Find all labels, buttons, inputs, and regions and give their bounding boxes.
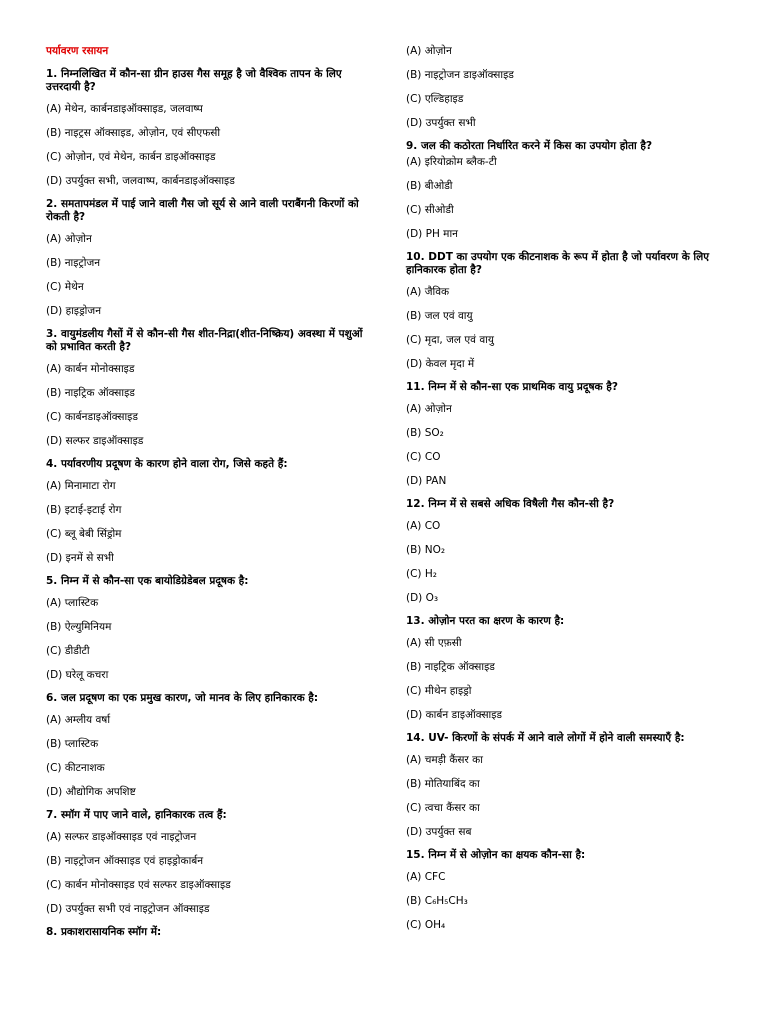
question-number: 6. [46,692,58,704]
answer-option: (A) मिनामाटा रोग [46,480,116,492]
answer-option: (D) O₃ [406,592,439,604]
answer-option: (A) ओज़ोन [406,403,452,415]
answer-option: (B) ऐल्युमिनियम [46,621,112,633]
question-text: जल की कठोरता निर्धारित करने में किस का उपयोग होता है? [420,140,653,152]
question [406,849,732,862]
answer-option: (C) मीथेन हाइड्रो [406,685,472,697]
question-text: स्मॉग में पाए जाने वाले, हानिकारक तत्व हैं: [60,809,227,821]
question-number: 15. [406,849,425,861]
question-number: 1. [46,68,58,80]
answer-option: (D) उपर्युक्त सब [406,826,472,838]
question-number: 2. [46,198,58,210]
question-text: समतापमंडल में पाई जाने वाली गैस जो सूर्य से आने वाली पराबैंगनी किरणों को रोकती है? [46,198,359,223]
answer-option: (A) ओज़ोन [46,233,92,245]
question [46,575,366,588]
answer-option: (B) नाइट्रोजन ऑक्साइड एवं हाइड्रोकार्बन [46,855,204,867]
answer-option: (C) कीटनाशक [46,762,105,774]
question-text: निम्न में से सबसे अधिक विषैली गैस कौन-सी है? [428,498,615,510]
question-number: 10. [406,251,425,263]
answer-option: (C) ब्लू बेबी सिंड्रोम [46,528,122,540]
answer-option: (A) सी एफ़सी [406,637,462,649]
answer-option: (B) SO₂ [406,427,444,439]
question-text: वायुमंडलीय गैसों में से कौन-सी गैस शीत-निद्रा(शीत-निष्क्रिय) अवस्था में पशुओं को प्रभावित करती है? [46,328,363,353]
question-number: 9. [406,140,418,152]
answer-option: (A) ओज़ोन [406,45,452,57]
question [406,251,732,277]
question-text: जल प्रदूषण का एक प्रमुख कारण, जो मानव के लिए हानिकारक है: [60,692,319,704]
answer-option: (C) एल्डिहाइड [406,93,464,105]
answer-option: (D) PH मान [406,228,459,240]
question-text: ओज़ोन परत का क्षरण के कारण है: [428,615,565,627]
answer-option: (C) OH₄ [406,919,446,931]
question-text: निम्न में से ओज़ोन का क्षयक कौन-सा है: [428,849,586,861]
answer-option: (D) उपर्युक्त सभी, जलवाष्प, कार्बनडाइऑक्साइड [46,175,235,187]
question [406,732,732,745]
answer-option: (A) इरियोक्रोम ब्लैक-टी [406,156,497,168]
answer-option: (C) CO [406,451,441,463]
answer-option: (A) CO [406,520,441,532]
question-text: UV- किरणों के संपर्क में आने वाले लोगों में होने वाली समस्याएँ है: [428,732,685,744]
answer-option: (D) उपर्युक्त सभी [406,117,476,129]
question [46,926,366,939]
question [406,140,732,153]
answer-option: (D) केवल मृदा में [406,358,475,370]
answer-option: (D) हाइड्रोजन [46,305,102,317]
question-text: निम्नलिखित में कौन-सा ग्रीन हाउस गैस समूह है जो वैश्विक तापन के लिए उत्तरदायी है? [46,68,342,93]
answer-option: (C) डीडीटी [46,645,90,657]
answer-option: (B) नाइट्रिक ऑक्साइड [46,387,135,399]
left-question-list [46,68,366,939]
answer-option: (C) H₂ [406,568,437,580]
answer-option: (C) कार्बनडाइऑक्साइड [46,411,138,423]
answer-option: (C) ओज़ोन, एवं मेथेन, कार्बन डाइऑक्साइड [46,151,216,163]
answer-option: (A) सल्फर डाइऑक्साइड एवं नाइट्रोजन [46,831,197,843]
question [406,498,732,511]
question [406,615,732,628]
question [406,381,732,394]
question [46,68,366,94]
answer-option: (D) PAN [406,475,447,487]
answer-option: (D) उपर्युक्त सभी एवं नाइट्रोजन ऑक्साइड [46,903,210,915]
answer-option: (A) कार्बन मोनोक्साइड [46,363,135,375]
answer-option: (A) प्लास्टिक [46,597,99,609]
answer-option: (B) NO₂ [406,544,446,556]
answer-option: (D) औद्योगिक अपशिष्ट [46,786,136,798]
answer-option: (A) मेथेन, कार्बनडाइऑक्साइड, जलवाष्प [46,103,203,115]
question-text: पर्यावरणीय प्रदूषण के कारण होने वाला रोग, जिसे कहते हैं: [60,458,288,470]
answer-option: (B) C₆H₅CH₃ [406,895,468,907]
answer-option: (A) जैविक [406,286,450,298]
answer-option: (C) कार्बन मोनोक्साइड एवं सल्फर डाइऑक्साइड [46,879,231,891]
answer-option: (B) मोतियाबिंद का [406,778,480,790]
question-text: निम्न में से कौन-सा एक प्राथमिक वायु प्रदूषक है? [428,381,618,393]
answer-option: (C) सीओडी [406,204,454,216]
answer-option: (B) नाइट्रस ऑक्साइड, ओज़ोन, एवं सीएफसी [46,127,221,139]
answer-option: (C) त्वचा कैंसर का [406,802,480,814]
answer-option: (B) जल एवं वायु [406,310,473,322]
question-text: प्रकाशरासायनिक स्मॉग में: [60,926,162,938]
question-number: 4. [46,458,58,470]
left-column [46,44,366,947]
question-number: 12. [406,498,425,510]
question-number: 14. [406,732,425,744]
question-number: 3. [46,328,58,340]
question-number: 7. [46,809,58,821]
document-title: पर्यावरण रसायन [46,45,109,57]
question-text: DDT का उपयोग एक कीटनाशक के रूप में होता है जो पर्यावरण के लिए हानिकारक होता है? [406,251,710,276]
question [46,458,366,471]
right-question-list [406,44,732,932]
question-text: निम्न में से कौन-सा एक बायोडिग्रेडेबल प्रदूषक है: [60,575,249,587]
question [46,692,366,705]
answer-option: (D) घरेलू कचरा [46,669,109,681]
answer-option: (D) सल्फर डाइऑक्साइड [46,435,144,447]
answer-option: (A) CFC [406,871,446,883]
answer-option: (D) कार्बन डाइऑक्साइड [406,709,503,721]
question-number: 5. [46,575,58,587]
answer-option: (B) प्लास्टिक [46,738,99,750]
question-number: 11. [406,381,425,393]
answer-option: (B) नाइट्रिक ऑक्साइड [406,661,495,673]
question-number: 13. [406,615,425,627]
answer-option: (B) बीओडी [406,180,453,192]
answer-option: (A) अम्लीय वर्षा [46,714,111,726]
answer-option: (B) नाइट्रोजन डाइऑक्साइड [406,69,514,81]
question [46,809,366,822]
answer-option: (D) इनमें से सभी [46,552,114,564]
right-column [406,44,732,942]
question [46,198,366,224]
answer-option: (C) मृदा, जल एवं वायु [406,334,494,346]
question [46,328,366,354]
answer-option: (B) इटाई-इटाई रोग [46,504,122,516]
answer-option: (A) चमड़ी कैंसर का [406,754,483,766]
answer-option: (C) मेथेन [46,281,84,293]
question-number: 8. [46,926,58,938]
answer-option: (B) नाइट्रोजन [46,257,101,269]
